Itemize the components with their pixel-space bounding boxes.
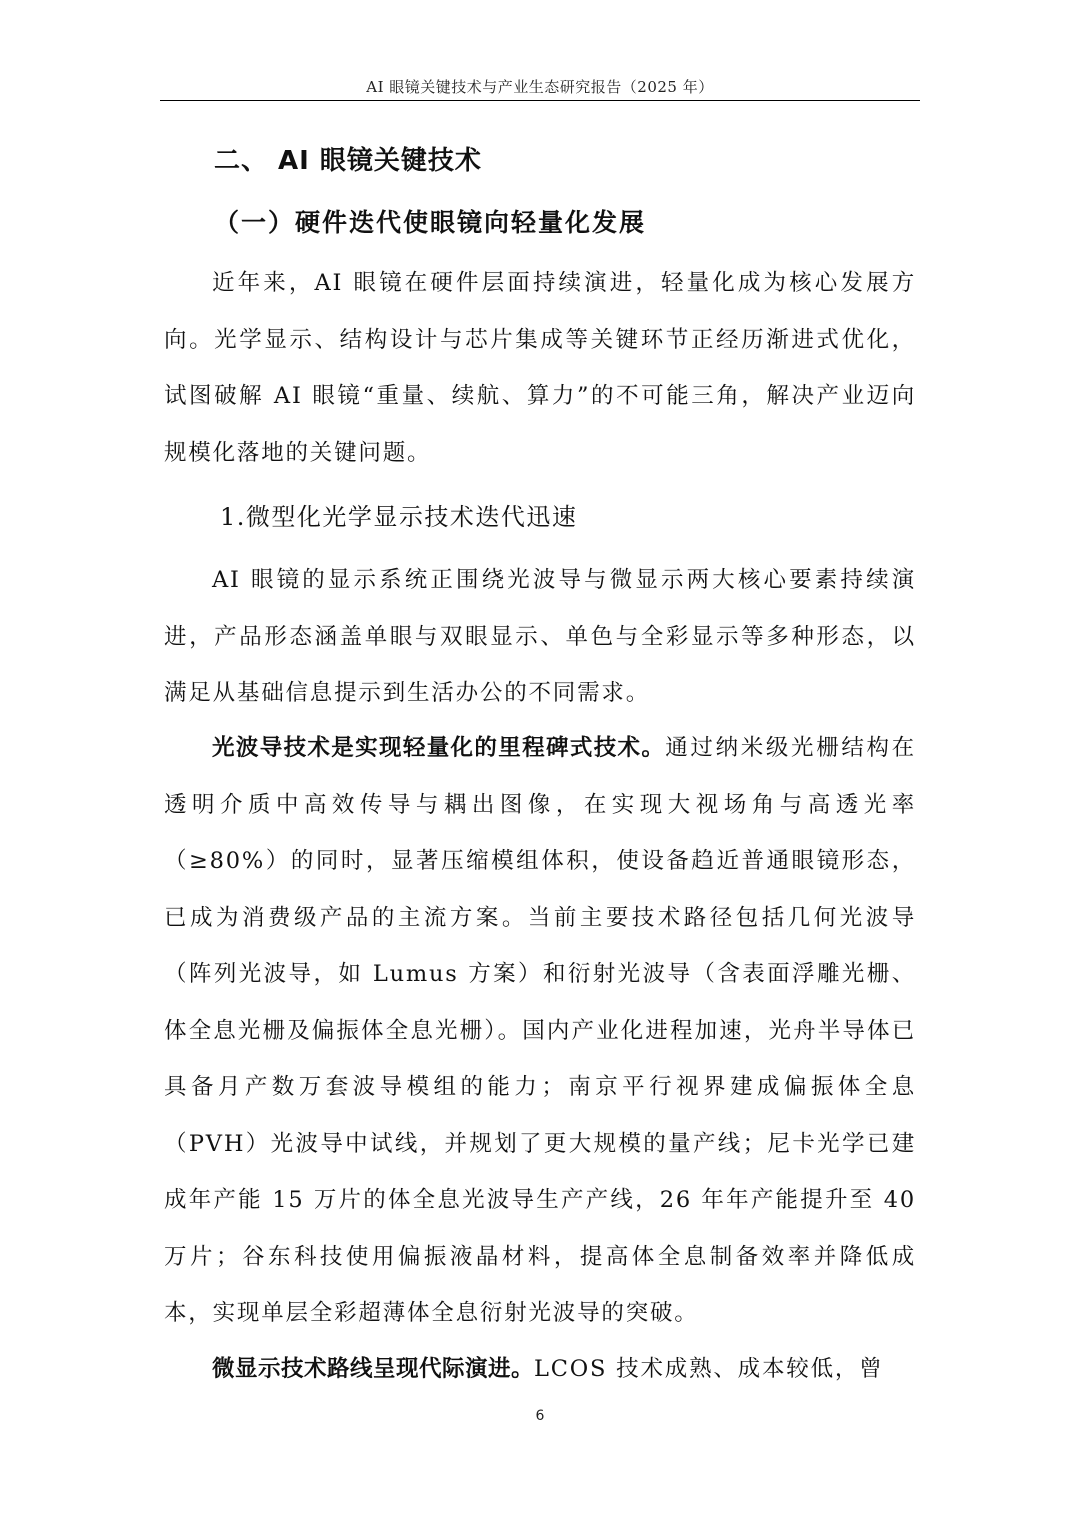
- page-number: 6: [535, 1408, 545, 1424]
- microdisplay-lead: 微显示技术路线呈现代际演进。: [212, 1356, 535, 1382]
- intro-paragraph: 近年来，AI 眼镜在硬件层面持续演进，轻量化成为核心发展方向。光学显示、结构设计与芯片集成等关键环节正经历渐进式优化，试图破解 AI 眼镜“重量、续航、算力”的不可能三角，解决产业迈向规模化落地的关键问题。: [164, 270, 916, 466]
- microdisplay-body: LCOS 技术成熟、成本较低，曾: [534, 1356, 884, 1382]
- waveguide-paragraph: [164, 720, 916, 1342]
- section-title: 二、 AI 眼镜关键技术: [214, 146, 482, 176]
- display-paragraph: AI 眼镜的显示系统正围绕光波导与微显示两大核心要素持续演进，产品形态涵盖单眼与双眼显示、单色与全彩显示等多种形态，以满足从基础信息提示到生活办公的不同需求。: [164, 567, 916, 706]
- microdisplay-paragraph: [164, 1341, 916, 1398]
- subsection-title: （一）硬件迭代使眼镜向轻量化发展: [214, 208, 647, 237]
- running-header: AI 眼镜关键技术与产业生态研究报告（2025 年）: [366, 78, 714, 96]
- waveguide-lead: 光波导技术是实现轻量化的里程碑式技术。: [212, 735, 666, 761]
- subheading: 1.微型化光学显示技术迭代迅速: [220, 503, 578, 531]
- header-rule: [160, 100, 920, 101]
- waveguide-body: 通过纳米级光栅结构在透明介质中高效传导与耦出图像，在实现大视场角与高透光率（≥80%）的同时，显著压缩模组体积，使设备趋近普通眼镜形态，已成为消费级产品的主流方案。当前主要技术路径包括几何光波导（阵列光波导，如 Lumus 方案）和衍射光波导（含表面浮雕光栅、体全息光栅及偏振体全息光栅）。国内产业化进程加速，光舟半导体已具备月产数万套波导模组的能力；南京平行视界建成偏振体全息（PVH）光波导中试线，并规划了更大规模的量产线；尼卡光学已建成年产能 15 万片的体全息光波导生产产线，26 年年产能提升至 40 万片；谷东科技使用偏振液晶材料，提高体全息制备效率并降低成本，实现单层全彩超薄体全息衍射光波导的突破。: [164, 735, 916, 1326]
